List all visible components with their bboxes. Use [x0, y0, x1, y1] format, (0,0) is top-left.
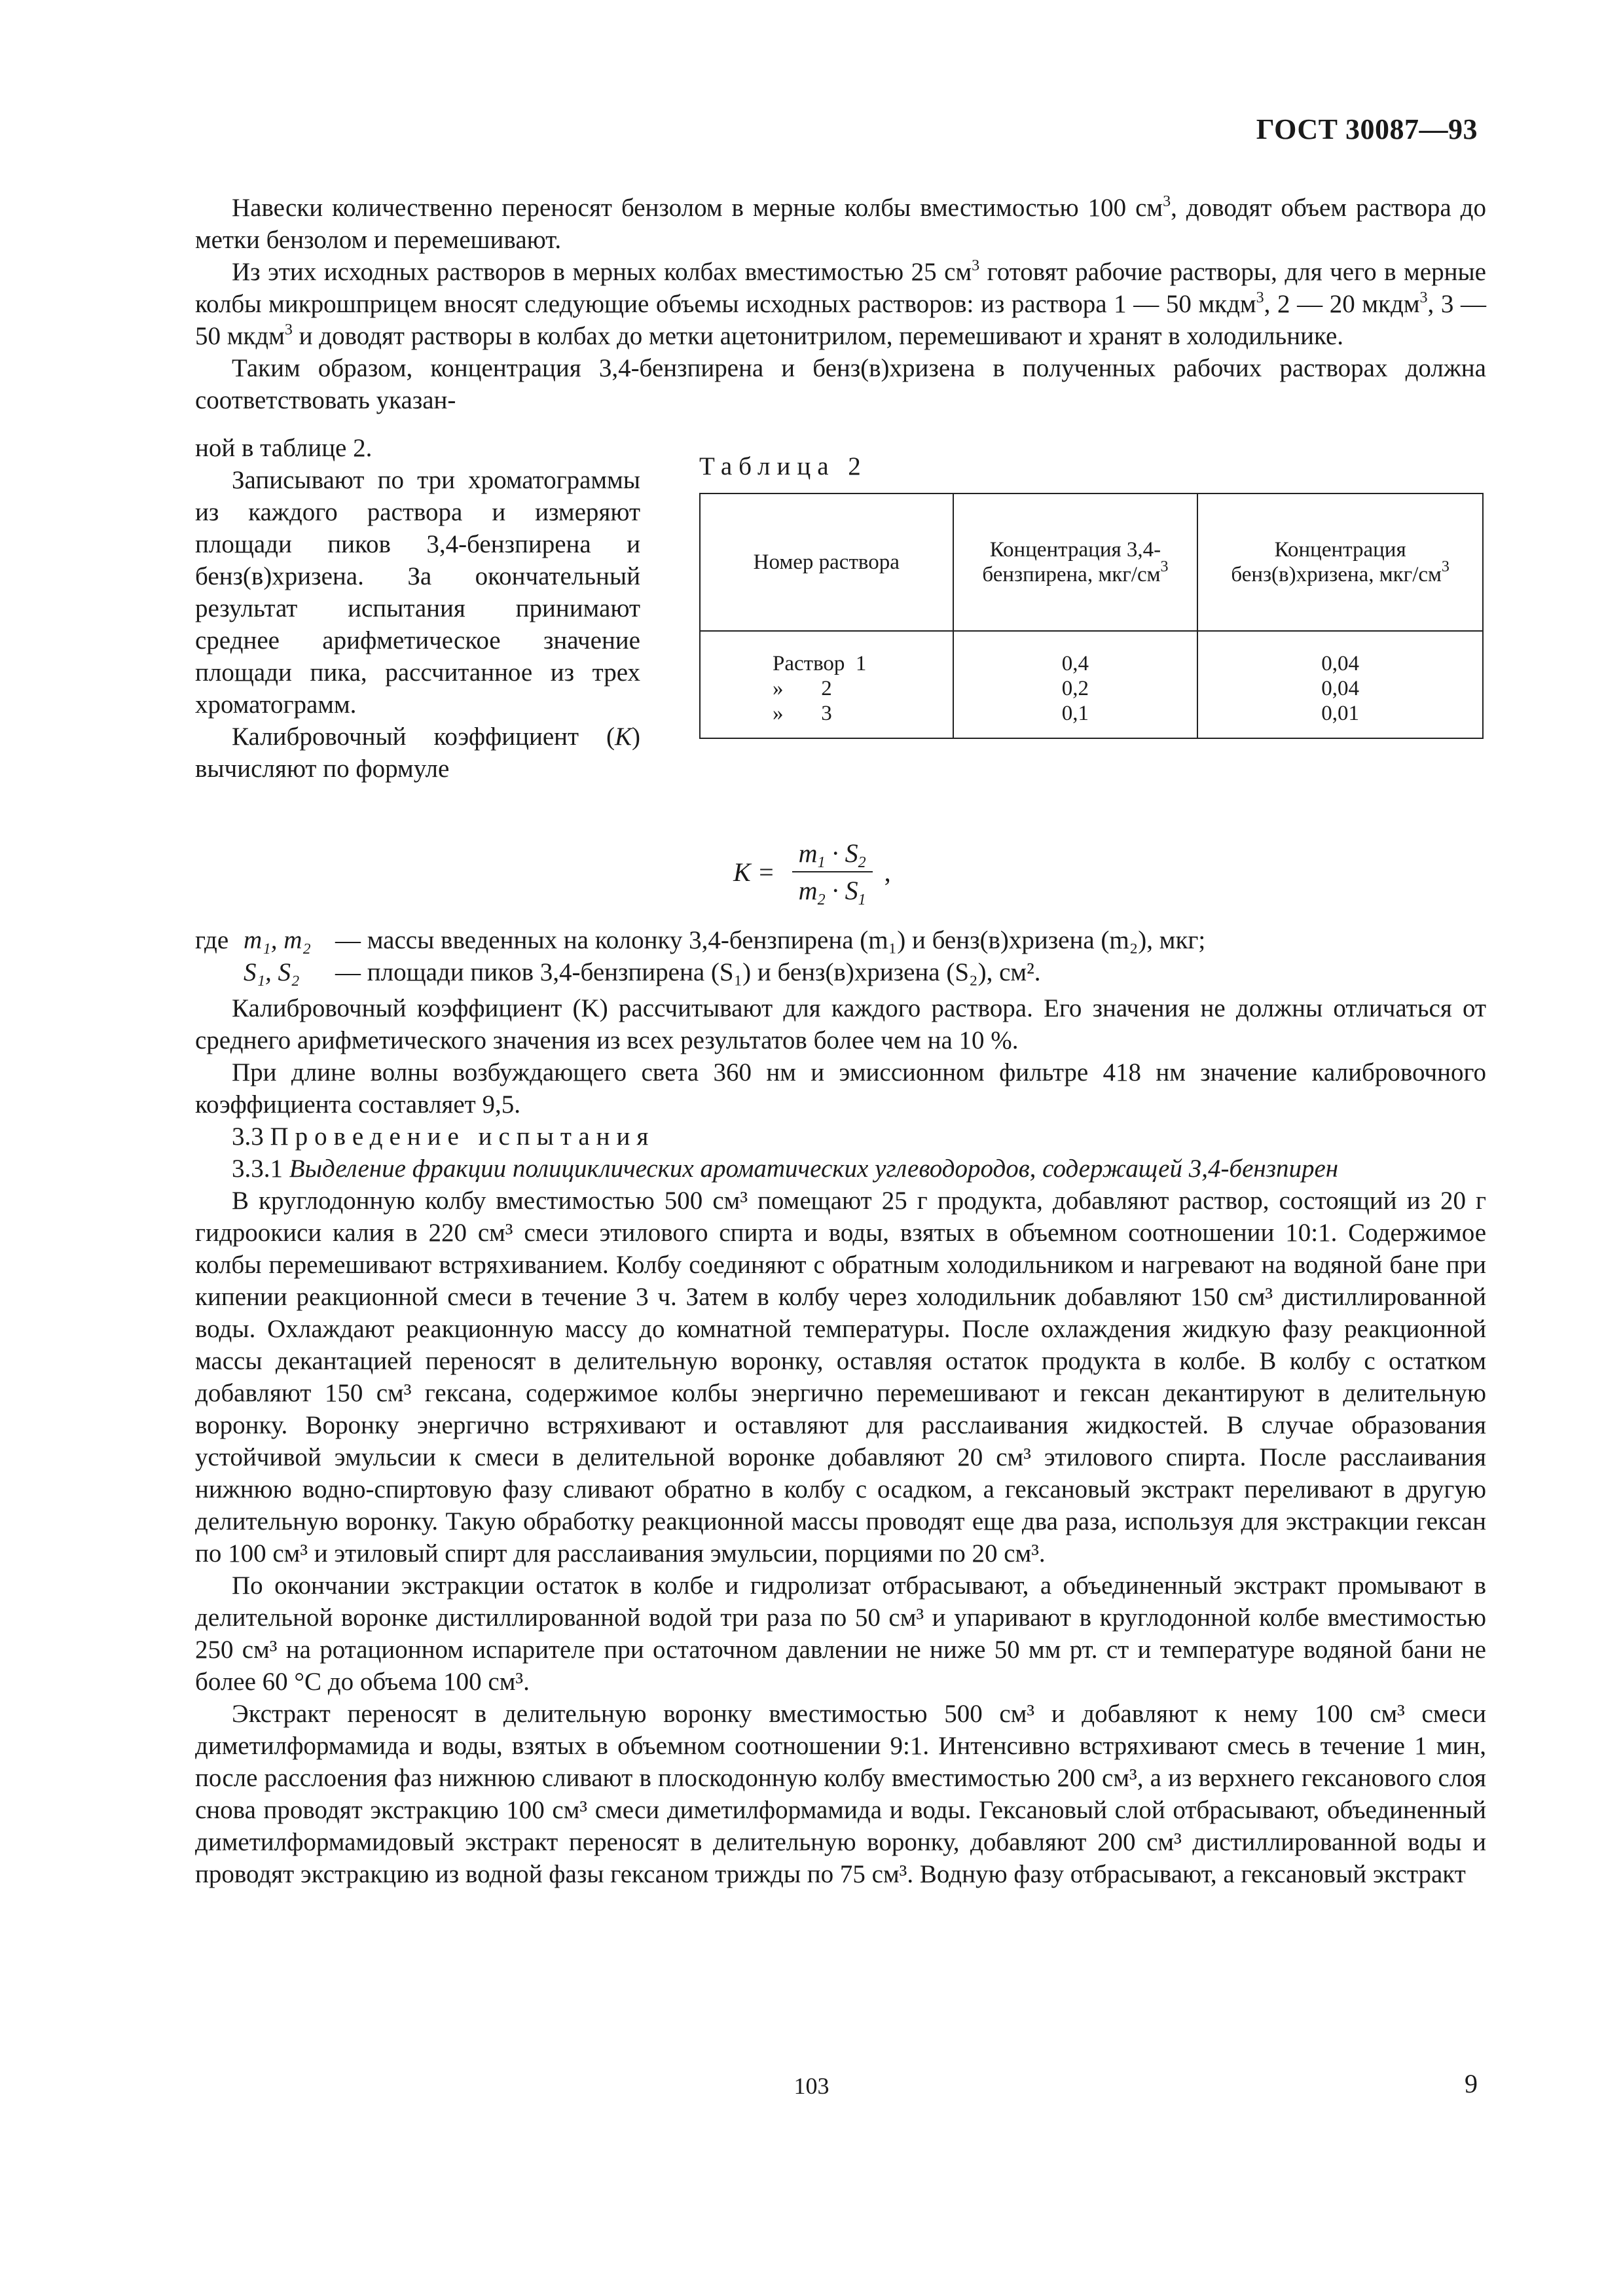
p5-text-b: ) вычисляют по формуле — [195, 723, 640, 783]
row-label: » 3 — [700, 701, 953, 738]
table-header-row — [700, 493, 1483, 631]
p1-text-b: , доводят объем раствора до метки бензолом и перемешивают. — [195, 194, 1487, 254]
legend-s-vars: S₁, S₂ — [244, 958, 300, 986]
row-label: Раствор 1 — [700, 631, 953, 676]
den-var-b: S — [845, 876, 858, 905]
row-label: » 2 — [700, 676, 953, 701]
p2-text-c: , 2 — 20 мкдм — [1264, 290, 1420, 318]
superscript: 3 — [1160, 558, 1169, 575]
formula-comma: , — [884, 857, 891, 887]
formula-denominator — [792, 872, 873, 906]
formula-fraction — [792, 838, 873, 906]
paragraph-6: Калибровочный коэффициент (K) рассчитывают для каждого раствора. Его значения не должны отличаться от среднего арифметического значения из всех результатов более чем на 10 %. — [195, 994, 1486, 1054]
table-row — [700, 701, 1483, 738]
paragraph-3-continuation: ной в таблице 2. — [195, 434, 373, 462]
p2-text-e: и доводят растворы в колбах до метки ацетонитрилом, перемешивают и хранят в холодильнике. — [292, 322, 1343, 350]
paragraph-8: В круглодонную колбу вместимостью 500 см³ помещают 25 г продукта, добавляют раствор, состоящий из 20 г гидроокиси калия в 220 см³ смеси этилового спирта и воды, взятых в объемном соотношении 10:1. Содержимое колбы перемешивают встряхиванием. Колбу соединяют с обратным холодильником и нагревают на водяной бане при кипении реакционной смеси в течение 3 ч. Затем в колбу через холодильник добавляют 150 см³ дистиллированной воды. Охлаждают реакционную массу до комнатной температуры. После охлаждения жидкую фазу реакционной массы декантацией переносят в делительную воронку, оставляя остаток продукта в колбе. В колбу с остатком добавляют 150 см³ гексана, содержимое колбы энергично перемешивают и гексан декантируют в делительную воронку. Воронку энергично встряхивают и оставляют для расслаивания жидкостей. В случае образования устойчивой эмульсии к смеси в делительной воронке добавляют 20 см³ этилового спирта. После расслаивания нижнюю водно-спиртовую фазу сливают обратно в колбу с осадком, а гексановый экстракт переливают в другую делительную воронку. Такую обработку реакционной массы проводят еще два раза, используя для экстракции гексан по 100 см³ и этиловый спирт для расслаивания эмульсии, порциями по 20 см³. — [195, 1187, 1486, 1568]
p1-text-a: Навески количественно переносят бензолом в мерные колбы вместимостью 100 см — [232, 194, 1163, 222]
table-2-area — [699, 452, 1486, 739]
section-3-3-1-heading — [195, 1153, 1486, 1185]
den-var-a: m — [798, 876, 818, 905]
concentration-table — [699, 493, 1484, 739]
paragraph-1 — [195, 192, 1486, 256]
paragraph-10: Экстракт переносят в делительную воронку вместимостью 500 см³ и добавляют к нему 100 см³ смеси диметилформамида и воды, взятых в объемном соотношении 9:1. Интенсивно встряхивают смесь в течение 1 мин, после расслоения фаз нижнюю сливают в плоскодонную колбу вместимостью 200 см³, а из верхнего гексанового слоя снова проводят экстракцию 100 см³ смеси диметилформамида и воды. Гексановый слой отбрасывают, объединенный диметилформамидовый экстракт переносят в делительную воронку, добавляют 200 см³ дистиллированной воды и проводят экстракцию из водной фазы гексаном трижды по 75 см³. Водную фазу отбрасывают, а гексановый экстракт — [195, 1700, 1486, 1888]
footer-center-number: 103 — [793, 2073, 830, 2099]
benzchrysene-value: 0,01 — [1197, 701, 1483, 738]
paragraph-4: Записывают по три хроматограммы из каждого раствора и измеряют площади пиков 3,4-бензпирена и бенз(в)хризена. За окончательный результат испытания принимают среднее арифметическое значение площади пика, рассчитанное из трех хроматограмм. — [195, 466, 640, 719]
subscript: 1 — [817, 854, 826, 871]
formula-numerator — [792, 838, 873, 872]
formula-legend — [195, 924, 1486, 988]
k-symbol: K — [614, 723, 632, 751]
paragraph-2 — [195, 256, 1486, 352]
section-number: 3.3 — [232, 1122, 264, 1151]
superscript: 3 — [1419, 289, 1428, 306]
benzpyrene-value: 0,2 — [953, 676, 1198, 701]
header-benzpyrene-concentration — [953, 493, 1198, 631]
legend-spacer — [195, 956, 244, 988]
header-solution-number: Номер раствора — [700, 493, 953, 631]
legend-m-desc: — массы введенных на колонку 3,4-бензпирена (m₁) и бенз(в)хризена (m₂), мкг; — [335, 926, 1206, 954]
benzpyrene-value: 0,4 — [953, 631, 1198, 676]
text-and-table-section — [195, 432, 1486, 798]
header-benzchrysene-concentration — [1197, 493, 1483, 631]
superscript: 3 — [1441, 558, 1450, 575]
benzchrysene-value: 0,04 — [1197, 676, 1483, 701]
paragraph-9: По окончании экстракции остаток в колбе и гидролизат отбрасывают, а объединенный экстракт промывают в делительной воронке дистиллированной водой три раза по 50 см³ и упаривают в круглодонной колбе вместимостью 250 см³ на ротационном испарителе при остаточном давлении не ниже 50 мм рт. ст и температуре водяной бани не более 60 °С до объема 100 см³. — [195, 1571, 1486, 1696]
legend-s-desc: — площади пиков 3,4-бензпирена (S₁) и бенз(в)хризена (S₂), см². — [335, 958, 1041, 986]
legend-row-s — [195, 956, 1486, 988]
subsection-title: Выделение фракции полициклических ароматических углеводородов, содержащей 3,4-бензпирен — [289, 1155, 1339, 1183]
dot-operator: · — [825, 876, 845, 905]
section-title: Проведение испытания — [270, 1122, 655, 1151]
page-number: 9 — [1465, 2069, 1478, 2098]
bottom-text-block — [195, 992, 1486, 1890]
subscript: 2 — [858, 854, 866, 871]
calibration-formula — [733, 838, 891, 906]
paragraph-3: Таким образом, концентрация 3,4-бензпирена и бенз(в)хризена в полученных рабочих растворах должна соответствовать указан- — [195, 354, 1486, 414]
header-benzchrysene-text: Концентрация бенз(в)хризена, мкг/см — [1231, 538, 1442, 586]
subscript: 2 — [817, 891, 826, 908]
formula-lhs: K = — [733, 857, 775, 887]
superscript: 3 — [1163, 193, 1171, 210]
subscript: 1 — [858, 891, 866, 908]
table-caption: Таблица 2 — [699, 452, 867, 480]
p2-text-d: , 3 — 50 мкдм — [195, 290, 1487, 350]
table-row — [700, 676, 1483, 701]
p2-text-a: Из этих исходных растворов в мерных колбах вместимостью 25 см — [232, 258, 972, 286]
legend-row-m — [195, 924, 1486, 956]
header-benzpyrene-text: Концентрация 3,4-бензпирена, мкг/см — [982, 538, 1161, 586]
paragraph-7: При длине волны возбуждающего света 360 нм и эмиссионном фильтре 418 нм значение калибровочного коэффициента составляет 9,5. — [195, 1058, 1486, 1119]
section-3-3-heading — [195, 1121, 1486, 1153]
num-var-b: S — [845, 838, 858, 868]
top-text-block — [195, 192, 1486, 416]
p5-text-a: Калибровочный коэффициент ( — [232, 723, 615, 751]
left-text-column — [195, 432, 640, 785]
superscript: 3 — [1256, 289, 1264, 306]
subsection-number: 3.3.1 — [232, 1155, 283, 1183]
dot-operator: · — [825, 838, 845, 868]
p2-text-b: готовят рабочие растворы, для чего в мерные колбы микрошприцем вносят следующие объемы исходных растворов: из раствора 1 — 50 мкдм — [195, 258, 1486, 318]
superscript: 3 — [284, 321, 293, 338]
table-row — [700, 631, 1483, 676]
document-header: ГОСТ 30087—93 — [1256, 113, 1478, 145]
paragraph-5 — [195, 721, 640, 785]
benzpyrene-value: 0,1 — [953, 701, 1198, 738]
superscript: 3 — [972, 257, 980, 274]
legend-m-vars: m₁, m₂ — [244, 926, 311, 954]
benzchrysene-value: 0,04 — [1197, 631, 1483, 676]
num-var-a: m — [798, 838, 818, 868]
legend-where-label: где — [195, 926, 229, 954]
